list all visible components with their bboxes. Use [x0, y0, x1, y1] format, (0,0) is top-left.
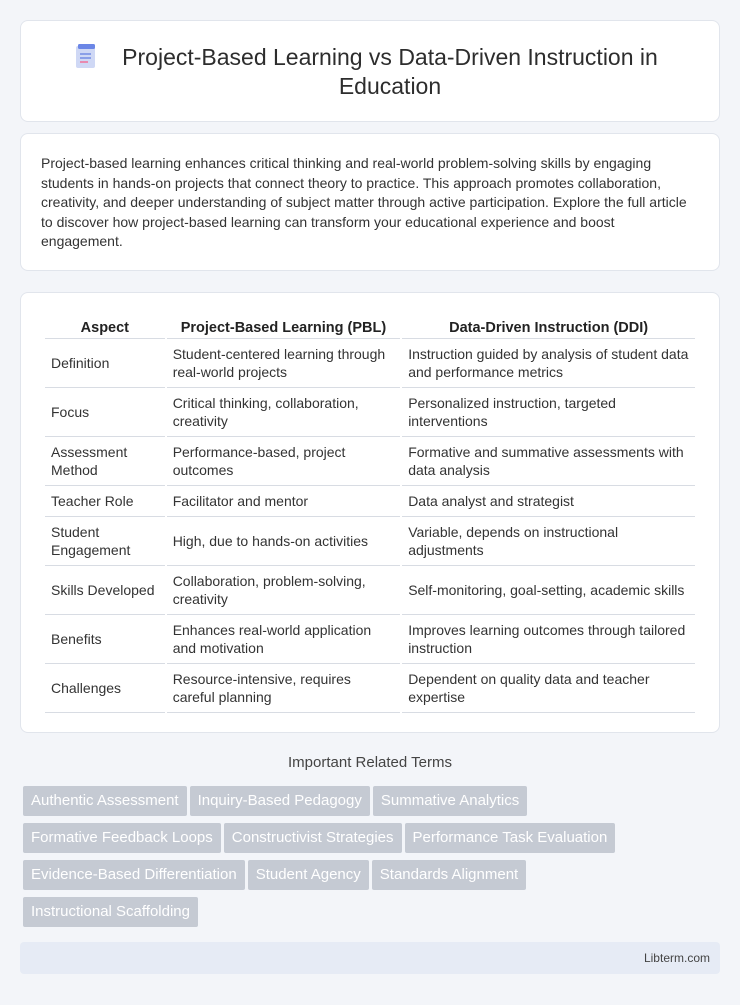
header-ddi: Data-Driven Instruction (DDI) [402, 313, 695, 339]
cell-aspect: Student Engagement [45, 517, 165, 566]
cell-aspect: Benefits [45, 615, 165, 664]
footer [20, 942, 720, 974]
cell-aspect: Challenges [45, 664, 165, 713]
page-title: Project-Based Learning vs Data-Driven Instruction in Education [122, 44, 658, 99]
table-row [45, 339, 695, 388]
table-row [45, 437, 695, 486]
cell-pbl: High, due to hands-on activities [167, 517, 401, 566]
table-row [45, 517, 695, 566]
comparison-table-card [20, 292, 720, 733]
related-term-tag[interactable]: Evidence-Based Differentiation [23, 860, 245, 890]
cell-ddi: Dependent on quality data and teacher expertise [402, 664, 695, 713]
cell-ddi: Instruction guided by analysis of student data and performance metrics [402, 339, 695, 388]
related-term-tag[interactable]: Performance Task Evaluation [405, 823, 616, 853]
cell-aspect: Teacher Role [45, 486, 165, 517]
cell-pbl: Critical thinking, collaboration, creativity [167, 388, 401, 437]
cell-aspect: Focus [45, 388, 165, 437]
cell-ddi: Improves learning outcomes through tailored instruction [402, 615, 695, 664]
intro-card [20, 133, 720, 271]
cell-aspect: Skills Developed [45, 566, 165, 615]
cell-ddi: Personalized instruction, targeted interventions [402, 388, 695, 437]
cell-ddi: Self-monitoring, goal-setting, academic skills [402, 566, 695, 615]
cell-aspect: Definition [45, 339, 165, 388]
cell-pbl: Collaboration, problem-solving, creativity [167, 566, 401, 615]
cell-ddi: Variable, depends on instructional adjustments [402, 517, 695, 566]
related-term-tag[interactable]: Inquiry-Based Pedagogy [190, 786, 370, 816]
cell-pbl: Enhances real-world application and motivation [167, 615, 401, 664]
cell-pbl: Student-centered learning through real-world projects [167, 339, 401, 388]
cell-ddi: Formative and summative assessments with data analysis [402, 437, 695, 486]
header-pbl: Project-Based Learning (PBL) [167, 313, 401, 339]
related-term-tag[interactable]: Instructional Scaffolding [23, 897, 198, 927]
footer-site-link[interactable]: Libterm.com [643, 951, 710, 965]
table-row [45, 664, 695, 713]
related-term-tag[interactable]: Standards Alignment [372, 860, 526, 890]
cell-aspect: Assessment Method [45, 437, 165, 486]
table-row [45, 615, 695, 664]
cell-pbl: Performance-based, project outcomes [167, 437, 401, 486]
title-card [20, 20, 720, 122]
cell-ddi: Data analyst and strategist [402, 486, 695, 517]
table-row [45, 566, 695, 615]
table-row [45, 388, 695, 437]
comparison-table [43, 313, 697, 713]
related-terms-heading: Important Related Terms [288, 754, 452, 771]
intro-paragraph: Project-based learning enhances critical thinking and real-world problem-solving skills by engaging students in hands-on projects that connect theory to practice. This approach promotes collaboration, creativity, and deeper understanding of subject matter through active participation. Explore the full article to discover how project-based learning can transform your educational experience and boost engagement. [41, 155, 687, 250]
related-terms-list [23, 786, 723, 934]
related-term-tag[interactable]: Constructivist Strategies [224, 823, 402, 853]
header-aspect: Aspect [45, 313, 165, 339]
cell-pbl: Facilitator and mentor [167, 486, 401, 517]
related-term-tag[interactable]: Student Agency [248, 860, 369, 890]
table-header-row [45, 313, 695, 339]
related-term-tag[interactable]: Summative Analytics [373, 786, 527, 816]
cell-pbl: Resource-intensive, requires careful planning [167, 664, 401, 713]
table-row [45, 486, 695, 517]
related-term-tag[interactable]: Formative Feedback Loops [23, 823, 221, 853]
related-term-tag[interactable]: Authentic Assessment [23, 786, 187, 816]
